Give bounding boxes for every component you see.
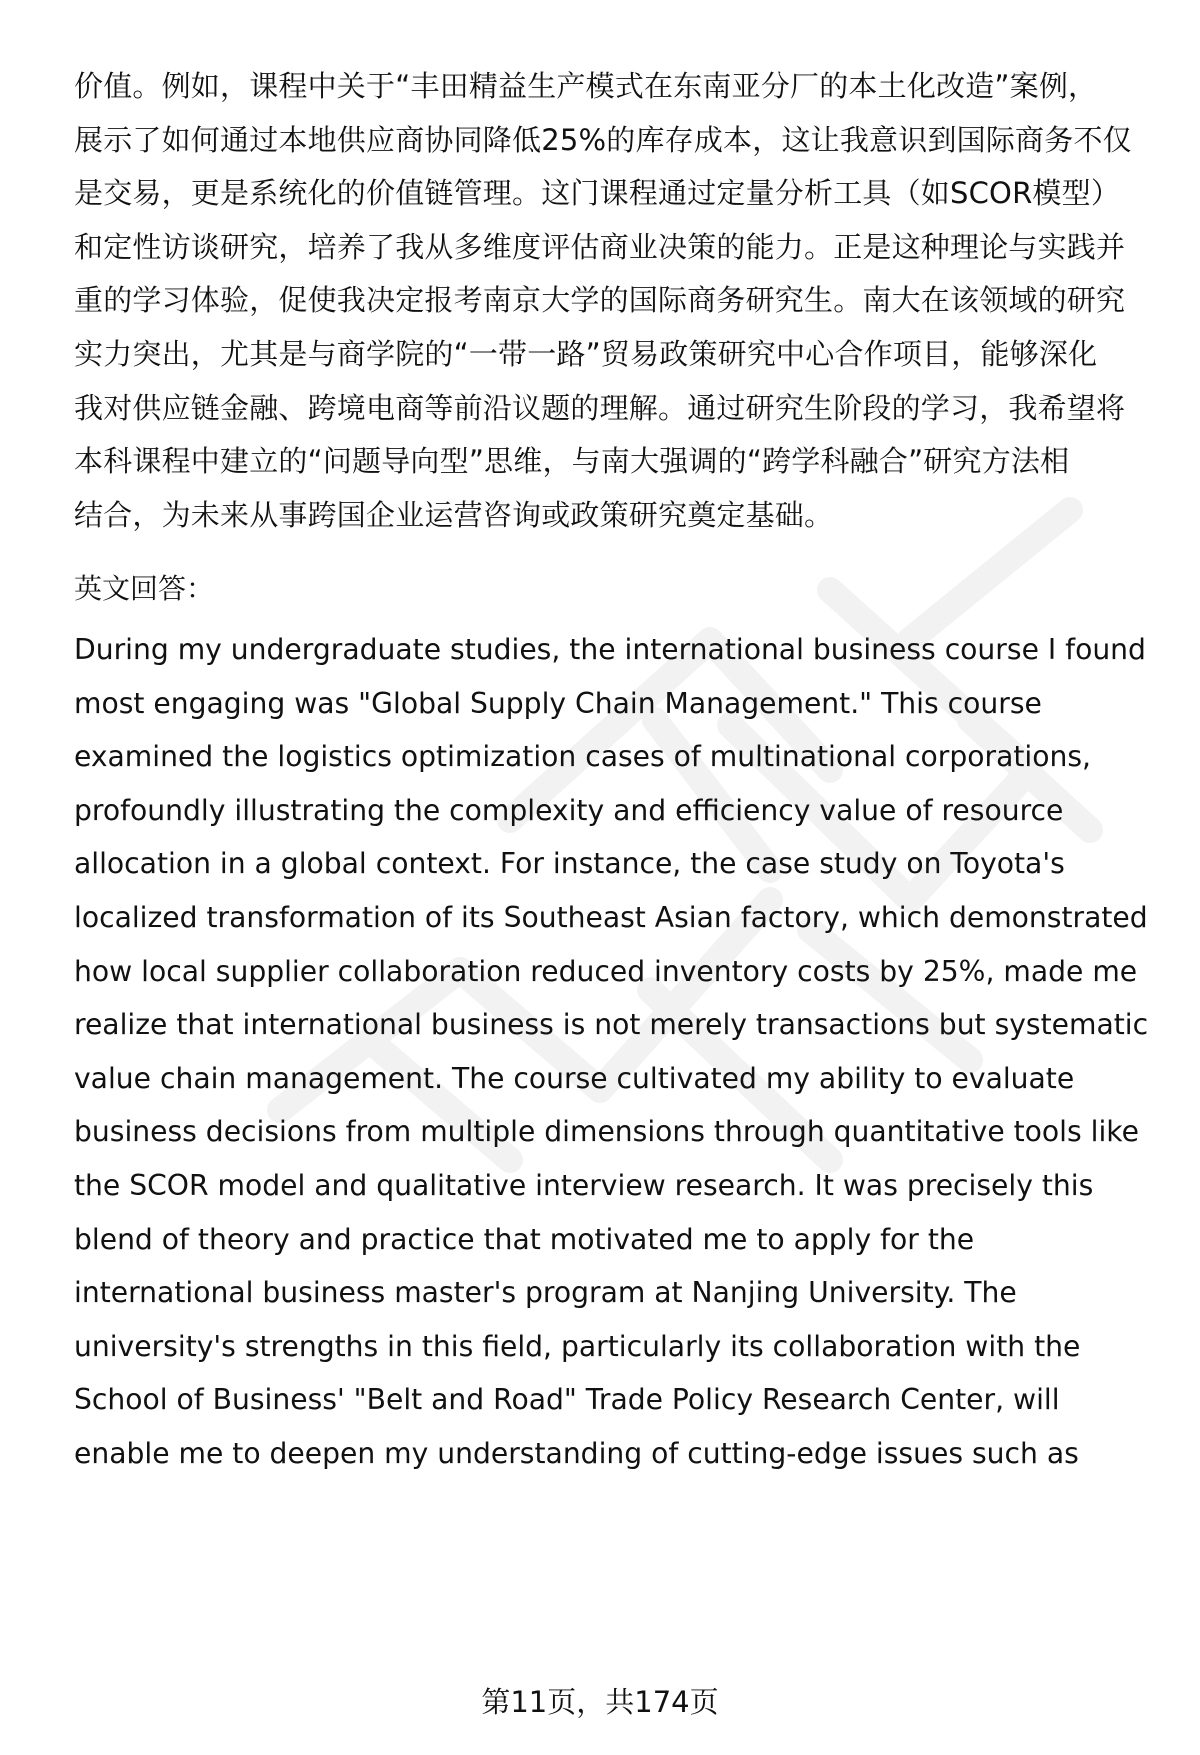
english-text-line: enable me to deepen my understanding of cutting-edge issues such as xyxy=(74,1437,1079,1470)
chinese-text-line: 重的学习体验，促使我决定报考南京大学的国际商务研究生。南大在该领域的研究 xyxy=(74,283,1126,318)
english-text-line: most engaging was "Global Supply Chain Management." This course xyxy=(74,686,1042,720)
page-footer: 第11页，共174页 xyxy=(481,1685,719,1719)
chinese-text-line: 我对供应链金融、跨境电商等前沿议题的理解。通过研究生阶段的学习，我希望将 xyxy=(74,390,1126,425)
chinese-text-line: 结合，为未来从事跨国企业运营咨询或政策研究奠定基础。 xyxy=(74,497,834,532)
english-text-line: profoundly illustrating the complexity and efficiency value of resource xyxy=(74,793,1064,827)
english-text-line: School of Business' "Belt and Road" Trade Policy Research Center, will xyxy=(74,1383,1060,1417)
english-answer-heading: 英文回答： xyxy=(74,572,215,605)
english-text-line: allocation in a global context. For instance, the case study on Toyota's xyxy=(74,847,1065,881)
chinese-text-line: 实力突出，尤其是与商学院的“一带一路”贸易政策研究中心合作项目，能够深化 xyxy=(74,337,1098,371)
english-text-line: blend of theory and practice that motivated me to apply for the xyxy=(74,1222,975,1256)
chinese-text-line: 展示了如何通过本地供应商协同降低25%的库存成本，这让我意识到国际商务不仅 xyxy=(74,122,1132,157)
english-text-line: value chain management. The course cultivated my ability to evaluate xyxy=(74,1061,1075,1095)
english-text-line: examined the logistics optimization cases of multinational corporations, xyxy=(74,740,1091,774)
english-text-line: realize that international business is not merely transactions but systematic xyxy=(74,1008,1149,1042)
chinese-text-line: 和定性访谈研究，培养了我从多维度评估商业决策的能力。正是这种理论与实践并 xyxy=(74,229,1126,264)
english-text-line: localized transformation of its Southeast Asian factory, which demonstrated xyxy=(74,901,1148,934)
english-text-line: how local supplier collaboration reduced inventory costs by 25%, made me xyxy=(74,954,1138,988)
english-text-line: university's strengths in this field, particularly its collaboration with the xyxy=(74,1329,1081,1363)
english-text-line: the SCOR model and qualitative interview research. It was precisely this xyxy=(74,1169,1094,1202)
english-text-line: business decisions from multiple dimensions through quantitative tools like xyxy=(74,1115,1139,1149)
chinese-text-line: 本科课程中建立的“问题导向型”思维，与南大强调的“跨学科融合”研究方法相 xyxy=(74,444,1070,479)
english-text-line: During my undergraduate studies, the international business course I found xyxy=(74,633,1146,666)
chinese-text-line: 价值。例如，课程中关于“丰田精益生产模式在东南亚分厂的本土化改造”案例， xyxy=(74,69,1098,103)
english-text-line: international business master's program at Nanjing University. The xyxy=(74,1276,1017,1310)
chinese-text-line: 是交易，更是系统化的价值链管理。这门课程通过定量分析工具（如SCOR模型） xyxy=(74,176,1121,211)
